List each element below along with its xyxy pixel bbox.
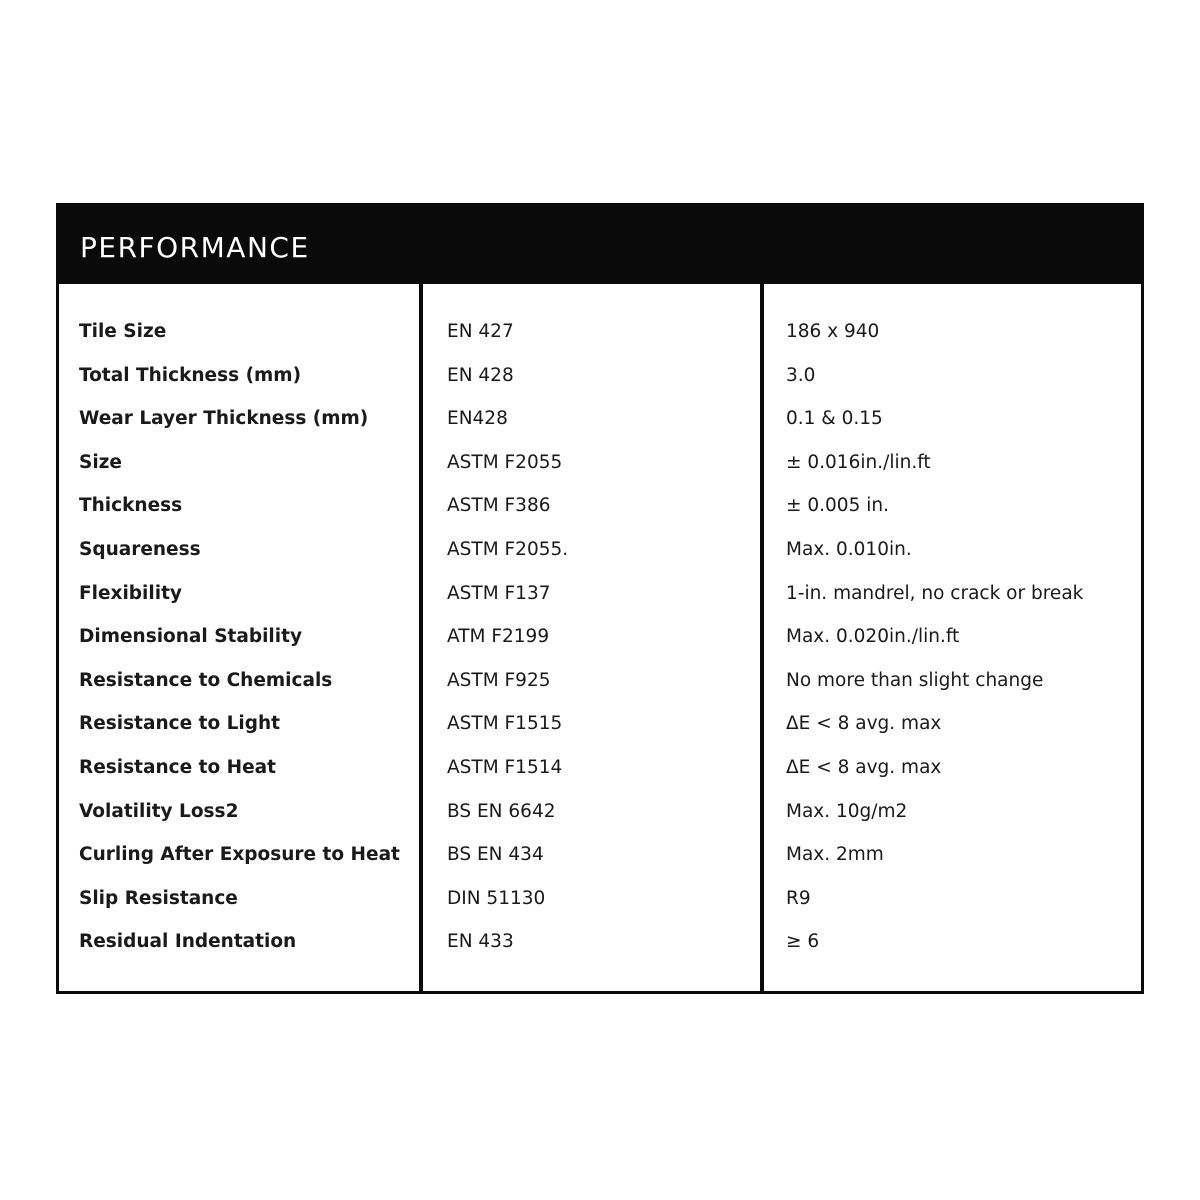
test-method-cell: BS EN 434 <box>447 844 544 866</box>
property-cell: Tile Size <box>79 321 167 342</box>
property-cell: Squareness <box>79 538 201 560</box>
table-row <box>59 320 1141 364</box>
property-cell: Slip Resistance <box>79 887 238 909</box>
test-method-cell: ASTM F386 <box>447 495 551 517</box>
result-value-cell: ΔE < 8 avg. max <box>786 756 942 778</box>
table-body <box>59 320 1141 974</box>
result-value-cell: 0.1 & 0.15 <box>786 408 883 430</box>
test-method-cell: DIN 51130 <box>447 887 546 909</box>
table-row <box>59 364 1141 408</box>
table-row <box>59 494 1141 538</box>
result-value-cell: Max. 2mm <box>786 844 884 866</box>
test-method-cell: ASTM F1515 <box>447 713 563 735</box>
property-cell: Volatility Loss2 <box>79 800 239 822</box>
result-value-cell: ΔE < 8 avg. max <box>786 713 942 735</box>
table-row <box>59 407 1141 451</box>
test-method-cell: ASTM F925 <box>447 669 551 691</box>
test-method-cell: ASTM F137 <box>447 582 551 604</box>
result-value-cell: ± 0.016in./lin.ft <box>786 451 931 473</box>
table-row <box>59 756 1141 800</box>
result-value-cell: 3.0 <box>786 364 816 386</box>
table-row <box>59 669 1141 713</box>
property-cell: Dimensional Stability <box>79 626 303 648</box>
property-cell: Curling After Exposure to Heat <box>79 844 400 866</box>
result-value-cell: R9 <box>786 887 811 909</box>
table-title: PERFORMANCE <box>80 231 310 264</box>
table-row <box>59 451 1141 495</box>
result-value-cell: ± 0.005 in. <box>786 495 889 517</box>
property-cell: Resistance to Heat <box>79 756 276 778</box>
test-method-cell: ATM F2199 <box>447 626 550 648</box>
table-row <box>59 582 1141 626</box>
test-method-cell: EN 427 <box>447 321 514 342</box>
result-value-cell: Max. 0.010in. <box>786 538 912 560</box>
result-value-cell: ≥ 6 <box>786 931 820 953</box>
test-method-cell: ASTM F2055 <box>447 451 563 473</box>
property-cell: Total Thickness (mm) <box>79 364 302 386</box>
property-cell: Wear Layer Thickness (mm) <box>79 408 369 430</box>
property-cell: Residual Indentation <box>79 931 297 953</box>
table-row <box>59 800 1141 844</box>
performance-spec-table <box>56 203 1144 994</box>
test-method-cell: EN 428 <box>447 364 514 386</box>
test-method-cell: BS EN 6642 <box>447 800 556 822</box>
test-method-cell: ASTM F1514 <box>447 756 563 778</box>
result-value-cell: 1-in. mandrel, no crack or break <box>786 582 1084 604</box>
property-cell: Resistance to Light <box>79 713 280 735</box>
result-value-cell: Max. 0.020in./lin.ft <box>786 626 960 648</box>
property-cell: Flexibility <box>79 582 182 604</box>
test-method-cell: EN 433 <box>447 931 514 953</box>
table-row <box>59 538 1141 582</box>
property-cell: Resistance to Chemicals <box>79 669 333 691</box>
result-value-cell: Max. 10g/m2 <box>786 800 908 822</box>
table-row <box>59 625 1141 669</box>
property-cell: Thickness <box>79 495 183 517</box>
table-row <box>59 712 1141 756</box>
result-value-cell: 186 x 940 <box>786 321 880 342</box>
property-cell: Size <box>79 451 122 473</box>
table-row <box>59 843 1141 887</box>
table-header-bar <box>59 206 1141 284</box>
test-method-cell: EN428 <box>447 408 508 430</box>
result-value-cell: No more than slight change <box>786 669 1044 691</box>
test-method-cell: ASTM F2055. <box>447 538 569 560</box>
table-row <box>59 887 1141 931</box>
table-row <box>59 930 1141 974</box>
